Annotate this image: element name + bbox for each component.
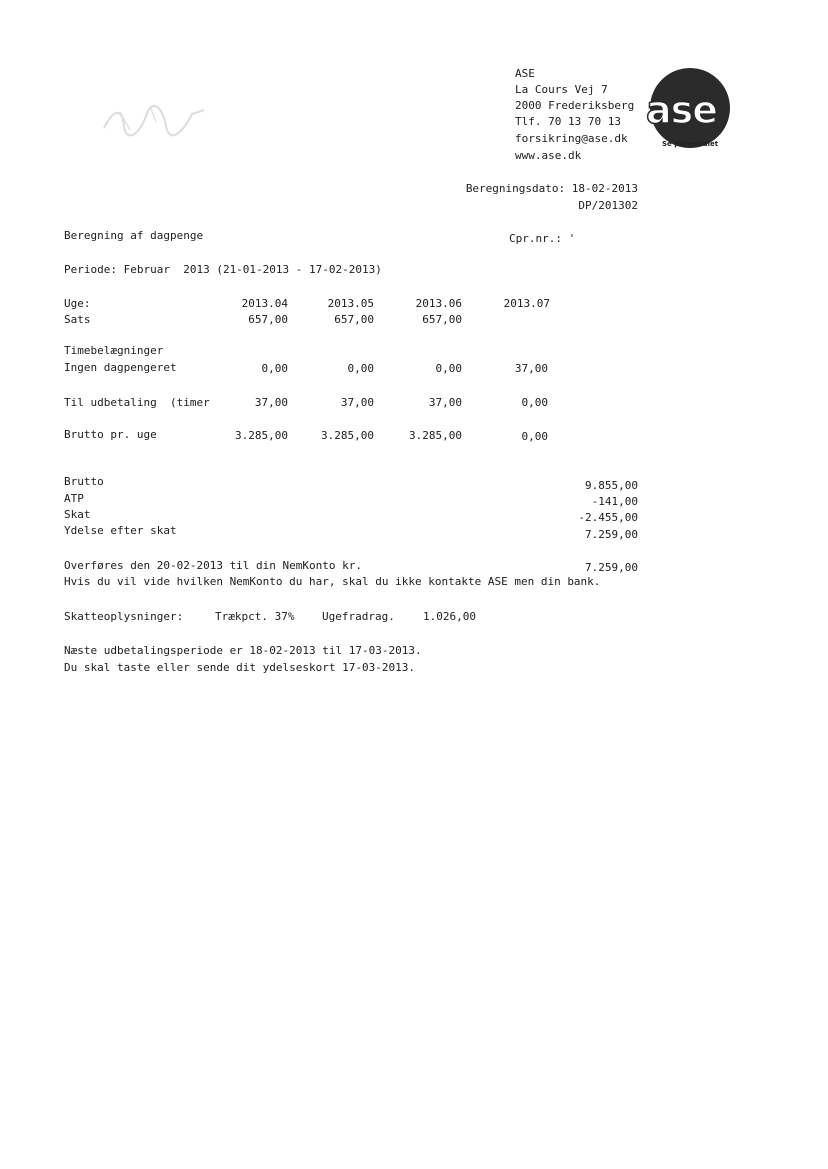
gross-week-col-1: 3.285,00 [235, 429, 288, 442]
week-col-2: 2013.05 [327, 297, 374, 310]
payout-hours-col-1: 37,00 [254, 396, 288, 409]
transfer-note: Hvis du vil vide hvilken NemKonto du har, skal du ikke kontakte ASE men din bank. [64, 575, 601, 588]
period-line: Periode: Februar 2013 (21-01-2013 - 17-02-2013) [64, 263, 382, 276]
tax-label: Skatteoplysninger: [64, 610, 184, 623]
summary-value-tax: -2.455,00 [578, 511, 638, 524]
faint-signature-icon [100, 100, 210, 140]
gross-week-label: Brutto pr. uge [64, 428, 157, 441]
next-period: Næste udbetalingsperiode er 18-02-2013 til 17-03-2013. [64, 644, 422, 657]
logo-text: ase [646, 88, 718, 132]
sender-web: www.ase.dk [515, 149, 582, 162]
payout-hours-col-4: 0,00 [521, 396, 548, 409]
summary-label-gross: Brutto [64, 475, 104, 488]
tax-deduction-label: Ugefradrag. [322, 610, 395, 623]
sender-email: forsikring@ase.dk [515, 132, 628, 145]
no-benefit-col-4: 37,00 [514, 362, 548, 375]
logo-tagline: Se potentialet [662, 140, 719, 148]
rate-col-2: 657,00 [334, 313, 374, 326]
week-col-3: 2013.06 [415, 297, 462, 310]
payout-hours-label: Til udbetaling (timer [64, 396, 210, 409]
hours-header: Timebelægninger [64, 344, 164, 357]
no-benefit-label: Ingen dagpengeret [64, 361, 177, 374]
summary-value-net: 7.259,00 [585, 528, 638, 541]
sender-city: 2000 Frederiksberg [515, 99, 635, 112]
doc-reference: DP/201302 [578, 199, 638, 212]
week-col-1: 2013.04 [241, 297, 288, 310]
gross-week-col-3: 3.285,00 [409, 429, 462, 442]
sender-name: ASE [515, 67, 535, 80]
transfer-amount: 7.259,00 [585, 561, 638, 574]
summary-label-net: Ydelse efter skat [64, 524, 177, 537]
gross-week-col-2: 3.285,00 [321, 429, 374, 442]
calc-date: Beregningsdato: 18-02-2013 [465, 182, 638, 195]
cpr-label: Cpr.nr.: ' [509, 232, 576, 245]
weeks-label: Uge: [64, 297, 91, 310]
tax-deduction-value: 1.026,00 [423, 610, 476, 623]
sender-street: La Cours Vej 7 [515, 83, 608, 96]
summary-value-gross: 9.855,00 [585, 479, 638, 492]
rate-label: Sats [64, 313, 91, 326]
payout-hours-col-2: 37,00 [340, 396, 374, 409]
no-benefit-col-1: 0,00 [261, 362, 288, 375]
summary-label-tax: Skat [64, 508, 91, 521]
page-title: Beregning af dagpenge [64, 229, 204, 242]
ase-logo [640, 68, 746, 150]
faint-signature [100, 100, 210, 146]
sender-phone: Tlf. 70 13 70 13 [515, 115, 621, 128]
report-note: Du skal taste eller sende dit ydelseskort 17-03-2013. [64, 661, 415, 674]
rate-col-3: 657,00 [422, 313, 462, 326]
week-col-4: 2013.07 [503, 297, 550, 310]
no-benefit-col-2: 0,00 [347, 362, 374, 375]
transfer-line: Overføres den 20-02-2013 til din NemKonto kr. [64, 559, 363, 572]
payout-hours-col-3: 37,00 [428, 396, 462, 409]
gross-week-col-4: 0,00 [521, 430, 548, 443]
summary-value-atp: -141,00 [591, 495, 638, 508]
rate-col-1: 657,00 [248, 313, 288, 326]
tax-percent: Trækpct. 37% [215, 610, 295, 623]
no-benefit-col-3: 0,00 [435, 362, 462, 375]
summary-label-atp: ATP [64, 492, 84, 505]
